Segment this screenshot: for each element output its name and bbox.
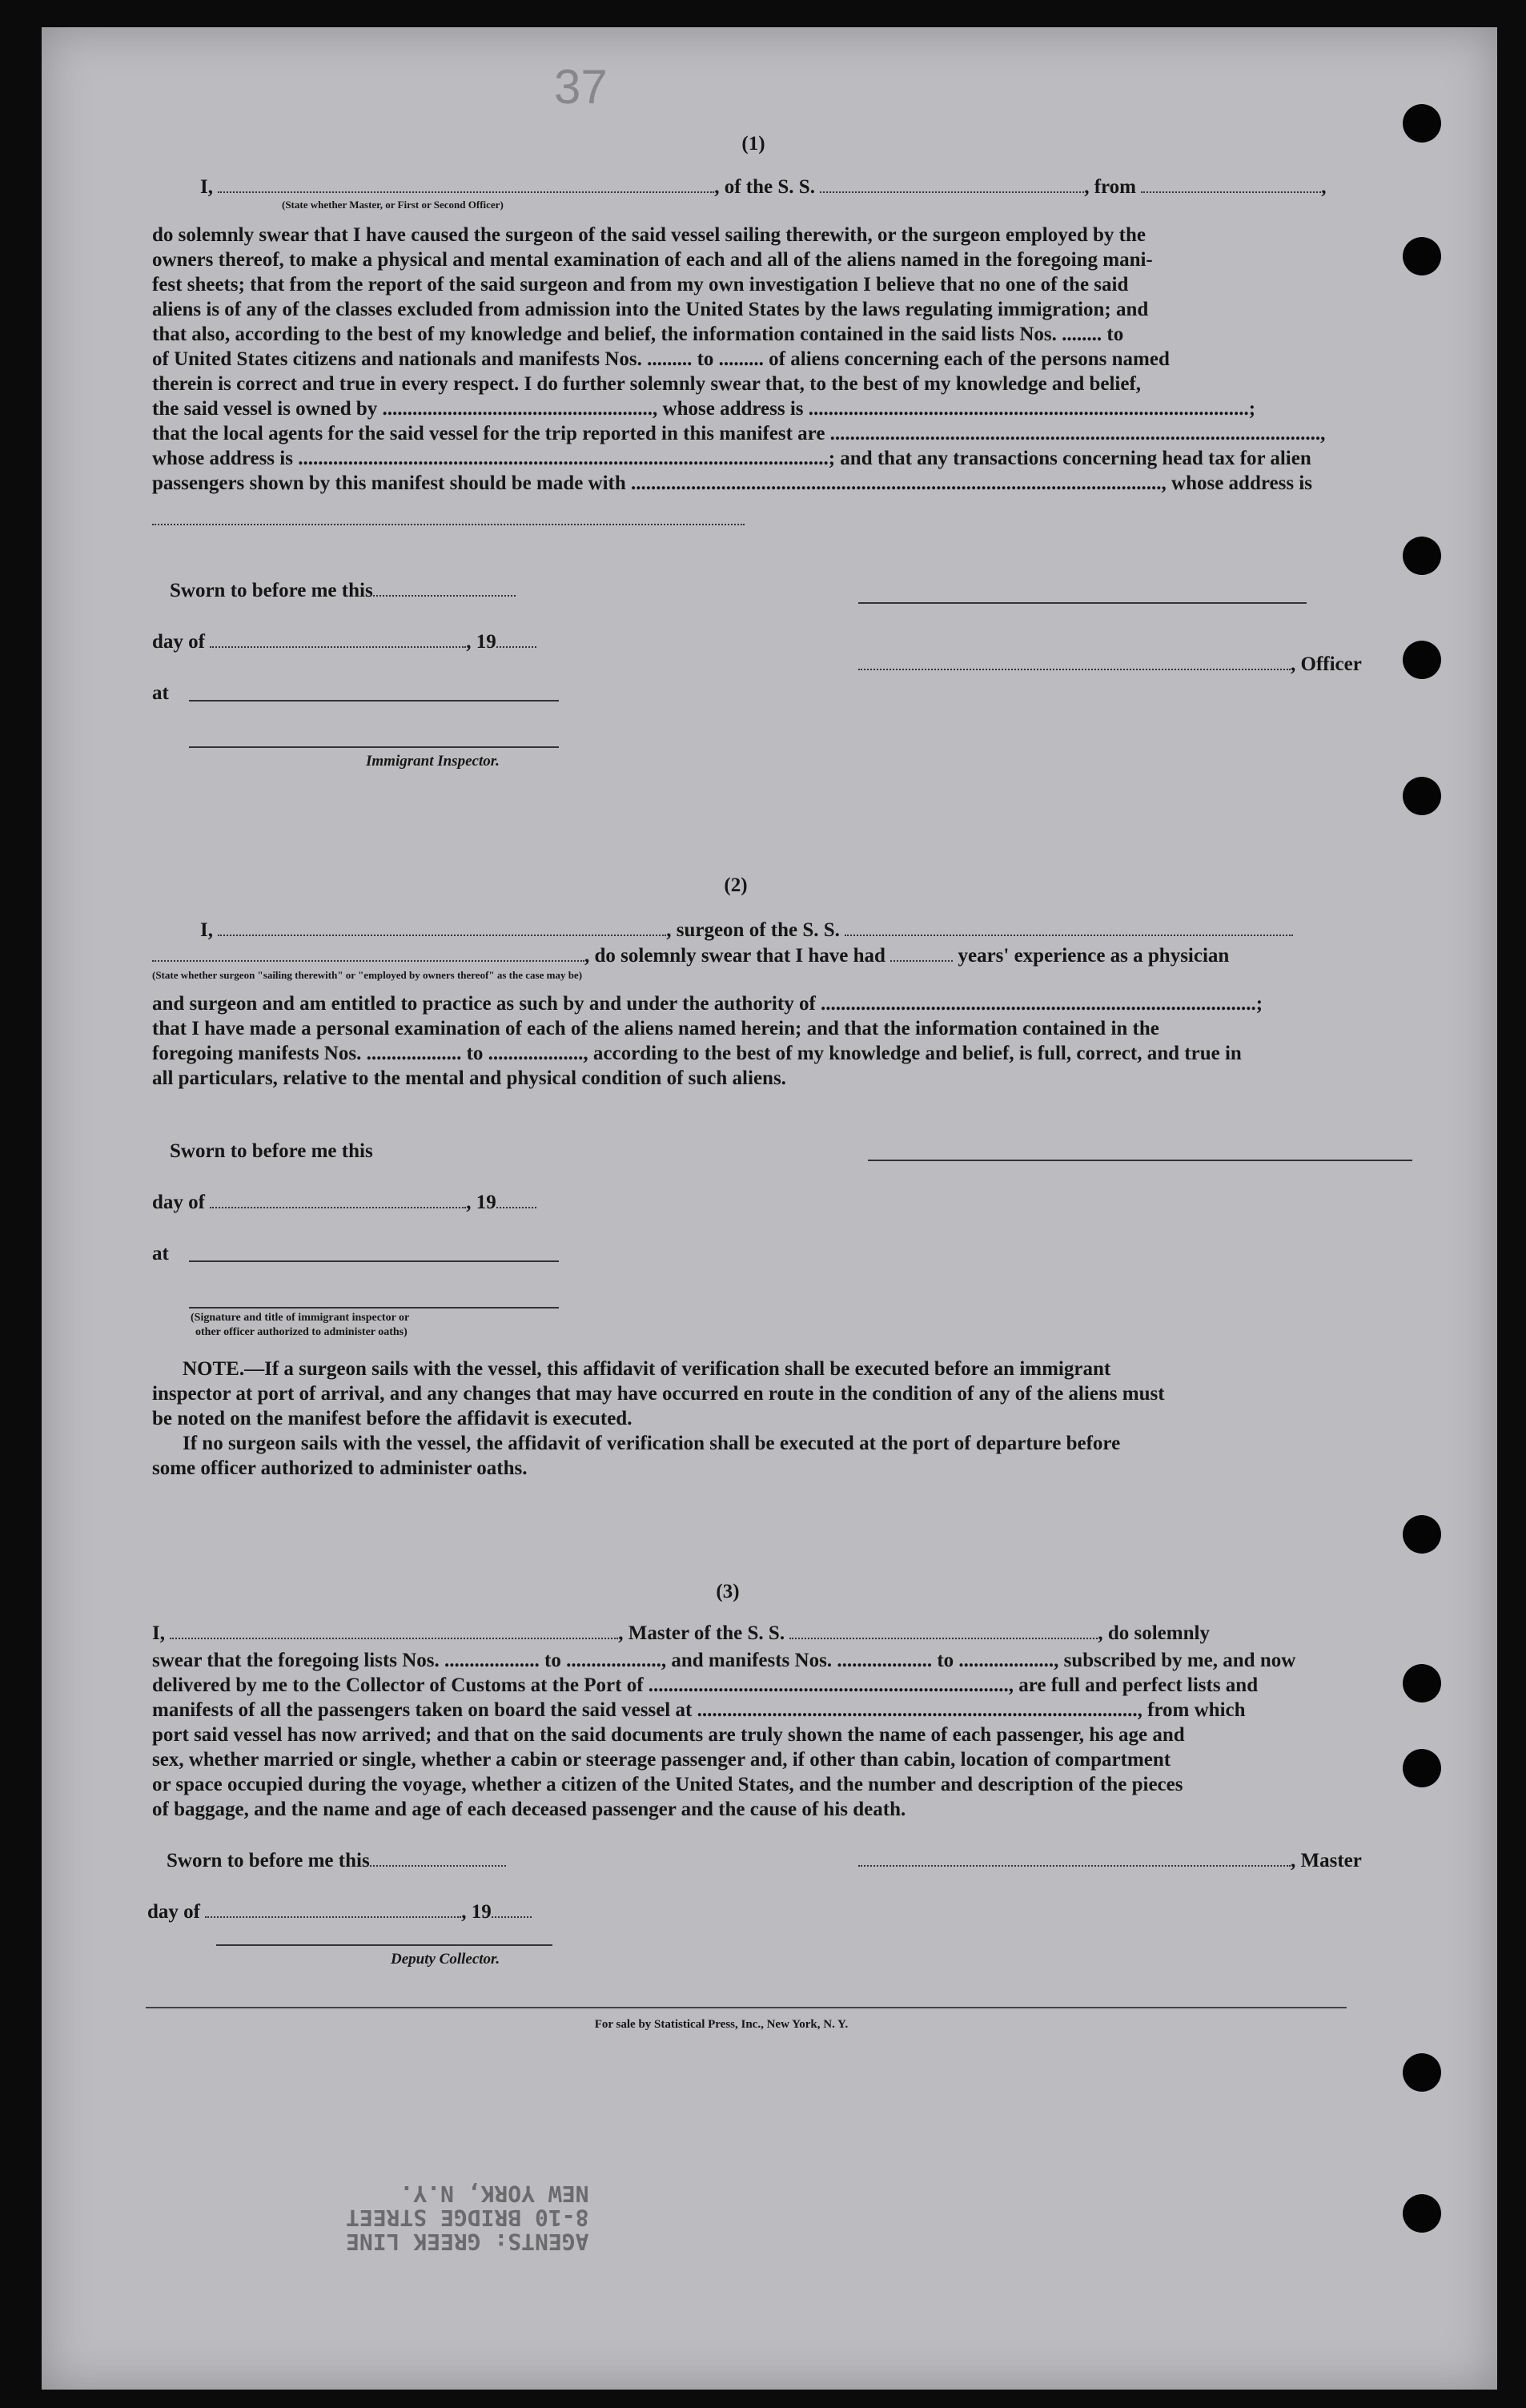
- master-oath-line: I, , of the S. S. , from ,: [200, 176, 1327, 198]
- sworn-label: Sworn to before me this: [170, 580, 516, 602]
- binder-hole: [1403, 1515, 1441, 1554]
- surgeon-oath-line: I, , surgeon of the S. S.: [200, 919, 1293, 942]
- at-label: at: [152, 682, 169, 704]
- collector-label: Deputy Collector.: [391, 1951, 500, 1968]
- manifest-affidavit-sheet: [42, 27, 1497, 2390]
- inspector-label: Immigrant Inspector.: [366, 753, 500, 770]
- agent-stamp: AGENTS: GREEK LINE 8-10 BRIDGE STREET NEW YORK, N.Y.: [346, 2181, 589, 2255]
- at-line-2: [189, 1260, 559, 1262]
- at-label-2: at: [152, 1243, 169, 1264]
- day-of-label: day of , 19: [152, 631, 536, 653]
- signature-caption-2: other officer authorized to administer oaths): [195, 1326, 408, 1338]
- section-1-text: do solemnly swear that I have caused the surgeon of the said vessel sailing therewith, or the surgeon employed by the owners thereof, to make a physical and mental examination of each and all of the aliens named in the foregoing mani- fest sheets; that from the report of the said surgeon and from my own investigation I believe that no one of the said aliens is of any of the classes excluded from admission into the United States by the laws regulating immigration; and that also, according to the best of my knowledge and belief, the information contained in the said lists Nos. ........ to of United States citizens and nationals and manifests Nos. ......... to ......... of aliens concerning each of the persons named therein is correct and true in every respect. I do further solemnly swear that, to the best of my knowledge and belief, the said vessel is owned by ......................................................, whose address is ........................................................................................; that the local agents for the said vessel for the trip reported in this manifest are .................................................................................................., whose address is ..........................................................................................................; and that any transactions concerning head tax for alien passengers shown by this manifest should be made with .........................................................................................................., whose address is: [152, 224, 1326, 494]
- officer-top-line: [858, 602, 1307, 604]
- section-1-number: (1): [741, 133, 765, 155]
- collector-signature-line: [216, 1944, 552, 1946]
- inspector-signature-line-2: [189, 1307, 559, 1309]
- binder-hole: [1403, 777, 1441, 815]
- sworn-label-3: Sworn to before me this: [167, 1850, 506, 1872]
- inspector-signature-line: [189, 746, 559, 748]
- note-text: NOTE.—If a surgeon sails with the vessel, this affidavit of verification shall be executed before an immigrant inspector at port of arrival, and any changes that may have occurred en route in the condition of any of the aliens must be noted on the manifest before the affidavit is executed. If no surgeon sails with the vessel, the affidavit of verification shall be executed at the port of departure before some officer authorized to administer oaths.: [152, 1358, 1165, 1479]
- section-3-number: (3): [716, 1581, 740, 1602]
- master-signature: , Master: [858, 1850, 1362, 1872]
- master-line: I, , Master of the S. S. , do solemnly: [152, 1622, 1210, 1644]
- binder-hole: [1403, 2053, 1441, 2092]
- section-2-number: (2): [724, 874, 748, 896]
- binder-hole: [1403, 537, 1441, 575]
- officer-signature: , Officer: [858, 653, 1362, 676]
- address-line: [152, 524, 745, 525]
- officer-caption: (State whether Master, or First or Second Officer): [282, 199, 504, 211]
- day-of-label-3: day of , 19: [147, 1901, 532, 1924]
- surgeon-signature-line: [868, 1160, 1412, 1161]
- section-2-text: and surgeon and am entitled to practice as such by and under the authority of .......................................................................................; that I have made a personal examination of each of the aliens named herein; and that the information contained in the foregoing manifests Nos. ................... to ..................., according to the best of my knowledge and belief, is full, correct, and true in all particulars, relative to the mental and physical condition of such aliens.: [152, 993, 1263, 1089]
- binder-hole: [1403, 2194, 1441, 2233]
- surgeon-caption: (State whether surgeon "sailing therewith" or "employed by owners thereof" as the case may be): [152, 969, 583, 981]
- binder-hole: [1403, 641, 1441, 679]
- footer-text: For sale by Statistical Press, Inc., New York, N. Y.: [594, 2018, 849, 2031]
- surgeon-swear-line: , do solemnly swear that I have had years' experience as a physician: [152, 945, 1229, 967]
- page-number: 37: [554, 60, 608, 114]
- sworn-label-2: Sworn to before me this: [170, 1140, 373, 1162]
- footer-rule: [146, 2007, 1347, 2008]
- section-3-text: swear that the foregoing lists Nos. ................... to ..................., and manifests Nos. ................... to ..................., subscribed by me, and now delivered by me to the Collector of Customs at the Port of ........................................................................, are full and perfect lists and manifests of all the passengers taken on board the said vessel at ........................................................................................, from which port said vessel has now arrived; and that on the said documents are truly shown the name of each passenger, his age and sex, whether married or single, whether a cabin or steerage passenger and, if other than cabin, location of compartment or space occupied during the voyage, whether a citizen of the United States, and the number and description of the pieces of baggage, and the name and age of each deceased passenger and the cause of his death.: [152, 1650, 1296, 1820]
- day-of-label-2: day of , 19: [152, 1192, 536, 1214]
- at-line: [189, 700, 559, 701]
- signature-caption-1: (Signature and title of immigrant inspector or: [191, 1312, 410, 1324]
